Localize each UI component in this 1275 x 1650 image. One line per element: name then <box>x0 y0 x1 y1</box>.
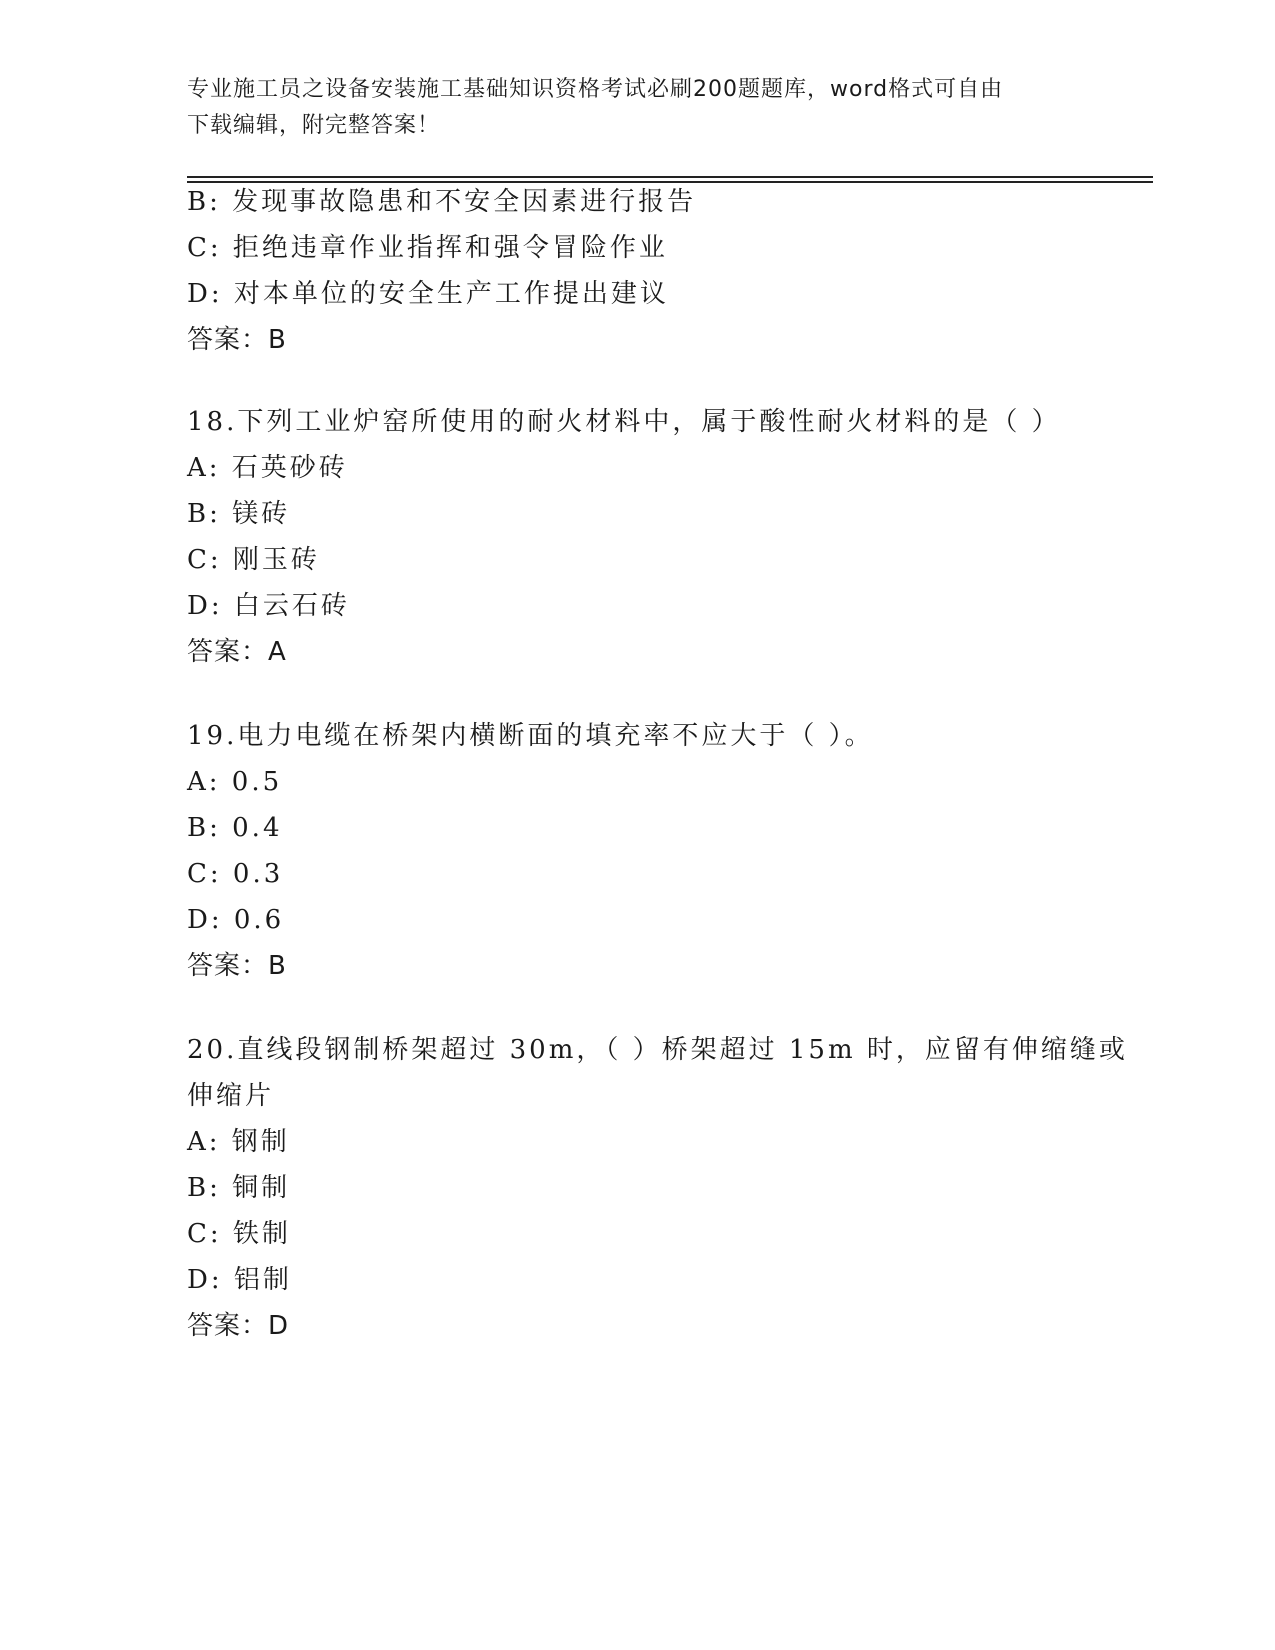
option-b: B: 铜制 <box>187 1173 291 1203</box>
option-c: C: 铁制 <box>187 1219 291 1249</box>
question-text: 19.电力电缆在桥架内横断面的填充率不应大于（ ）。 <box>187 721 874 751</box>
option-b: B: 镁砖 <box>187 499 291 529</box>
option-b: B: 发现事故隐患和不安全因素进行报告 <box>187 187 697 217</box>
option-c: C: 刚玉砖 <box>187 545 320 575</box>
option-a: A: 0.5 <box>187 767 283 797</box>
question-18 <box>187 399 1087 675</box>
option-a: A: 钢制 <box>187 1127 290 1157</box>
question-20 <box>187 1027 1128 1349</box>
question-text-line-2: 伸缩片 <box>187 1081 275 1111</box>
answer: 答案：B <box>187 325 287 355</box>
option-c: C: 拒绝违章作业指挥和强令冒险作业 <box>187 233 668 263</box>
option-c: C: 0.3 <box>187 859 284 889</box>
header-divider-top <box>187 176 1153 178</box>
option-d: D: 铝制 <box>187 1265 292 1295</box>
option-d: D: 0.6 <box>187 905 285 935</box>
question-19 <box>187 713 1087 989</box>
option-b: B: 0.4 <box>187 813 283 843</box>
question-text: 18.下列工业炉窑所使用的耐火材料中，属于酸性耐火材料的是（ ） <box>187 407 1061 437</box>
answer: 答案：D <box>187 1311 290 1341</box>
option-d: D: 对本单位的安全生产工作提出建议 <box>187 279 669 309</box>
header-title-line-1: 专业施工员之设备安装施工基础知识资格考试必刷200题题库，word格式可自由 <box>187 77 1004 102</box>
option-d: D: 白云石砖 <box>187 591 350 621</box>
answer: 答案：A <box>187 637 287 667</box>
answer: 答案：B <box>187 951 287 981</box>
document-header <box>187 72 1087 144</box>
header-title-line-2: 下载编辑，附完整答案！ <box>187 113 441 138</box>
question-17-continued <box>187 179 1087 363</box>
option-a: A: 石英砂砖 <box>187 453 348 483</box>
question-text-line-1: 20.直线段钢制桥架超过 30m，（ ）桥架超过 15m 时，应留有伸缩缝或 <box>187 1035 1128 1065</box>
